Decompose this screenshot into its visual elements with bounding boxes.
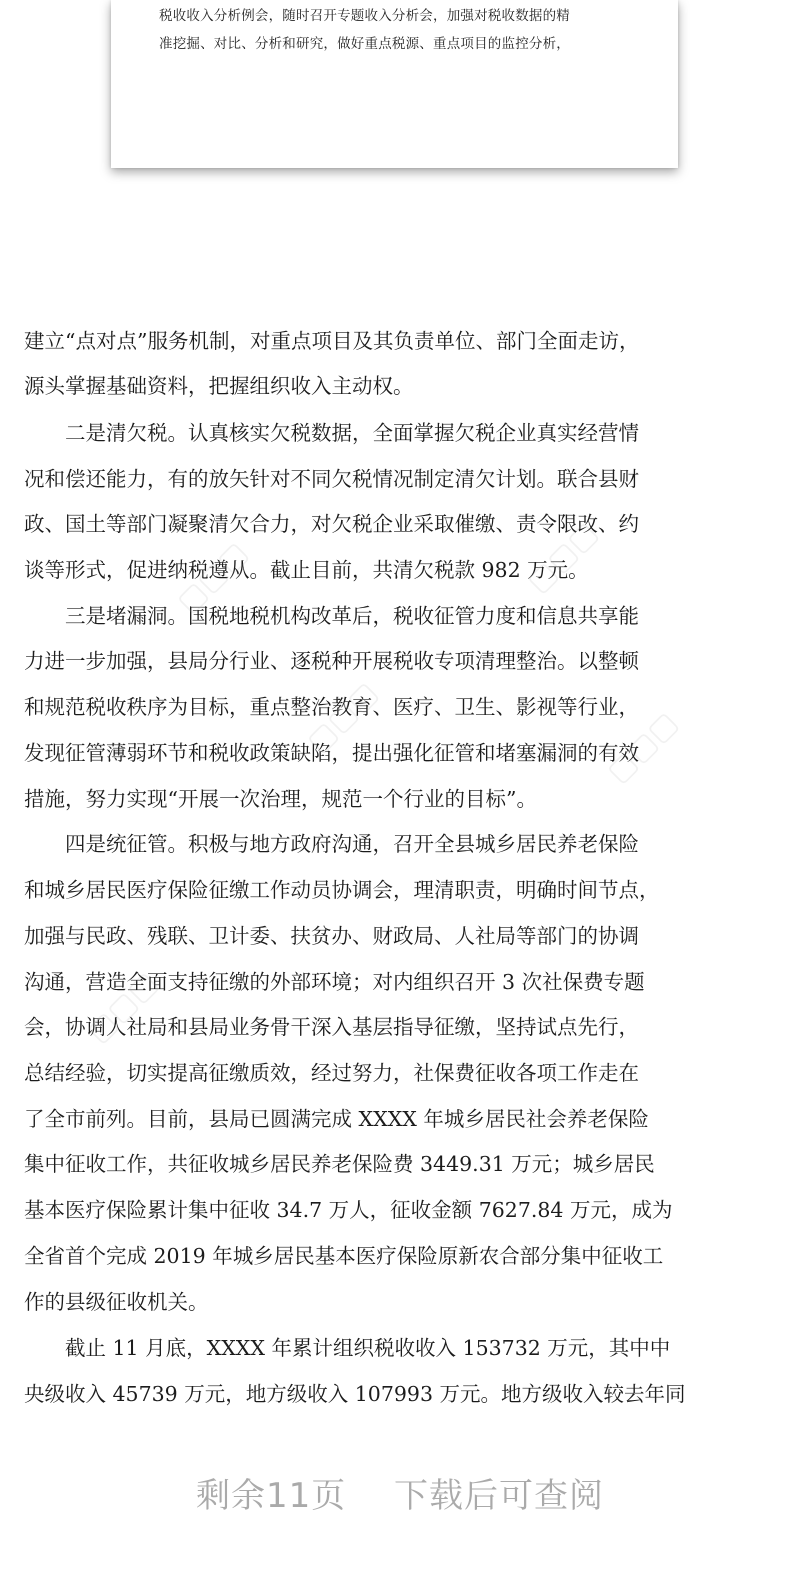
previous-page-card	[111, 0, 678, 168]
text-line: 和城乡居民医疗保险征缴工作动员协调会，理清职责，明确时间节点，	[24, 878, 660, 902]
download-to-view-label: 下载后可查阅	[394, 1476, 605, 1516]
text-line: 况和偿还能力，有的放矢针对不同欠税情况制定清欠计划。联合县财	[24, 467, 639, 491]
watermark-icon: ▢▢▢	[520, 515, 605, 600]
watermark-icon: ▢▢▢	[80, 965, 165, 1050]
download-prompt[interactable]	[0, 1468, 800, 1517]
text-line: 了全市前列。目前，县局已圆满完成 XXXX 年城乡居民社会养老保险	[24, 1107, 649, 1131]
watermark-icon: ▢▢▢	[600, 705, 685, 790]
text-line: 措施，努力实现“开展一次治理，规范一个行业的目标”。	[24, 787, 537, 811]
text-line: 总结经验，切实提高征缴质效，经过努力，社保费征收各项工作走在	[24, 1061, 639, 1085]
text-line: 会，协调人社局和县局业务骨干深入基层指导征缴，坚持试点先行，	[24, 1015, 639, 1039]
text-line: 全省首个完成 2019 年城乡居民基本医疗保险原新农合部分集中征收工	[24, 1244, 664, 1268]
text-line: 沟通，营造全面支持征缴的外部环境；对内组织召开 3 次社保费专题	[24, 970, 645, 994]
text-line: 集中征收工作，共征收城乡居民养老保险费 3449.31 万元；城乡居民	[24, 1152, 655, 1176]
text-line: 和规范税收秩序为目标，重点整治教育、医疗、卫生、影视等行业，	[24, 695, 639, 719]
text-line: 加强与民政、残联、卫计委、扶贫办、财政局、人社局等部门的协调	[24, 924, 639, 948]
text-line: 四是统征管。积极与地方政府沟通，召开全县城乡居民养老保险	[24, 832, 639, 856]
text-line: 央级收入 45739 万元，地方级收入 107993 万元。地方级收入较去年同	[24, 1382, 686, 1406]
watermark-icon: ▢▢▢	[300, 675, 385, 760]
text-line: 基本医疗保险累计集中征收 34.7 万人，征收金额 7627.84 万元，成为	[24, 1198, 673, 1222]
previous-page-line: 准挖掘、对比、分析和研究，做好重点税源、重点项目的监控分析，	[159, 36, 570, 52]
text-line: 二是清欠税。认真核实欠税数据，全面掌握欠税企业真实经营情	[24, 421, 639, 445]
text-line: 源头掌握基础资料，把握组织收入主动权。	[24, 374, 414, 398]
text-line: 截止 11 月底，XXXX 年累计组织税收收入 153732 万元，其中中	[24, 1336, 671, 1360]
text-line: 三是堵漏洞。国税地税机构改革后，税收征管力度和信息共享能	[24, 604, 639, 628]
watermark-icon: ▢▢▢	[170, 535, 255, 620]
text-line: 发现征管薄弱环节和税收政策缺陷，提出强化征管和堵塞漏洞的有效	[24, 741, 639, 765]
remaining-pages-label: 剩余11页	[195, 1476, 347, 1516]
text-line: 政、国土等部门凝聚清欠合力，对欠税企业采取催缴、责令限改、约	[24, 512, 639, 536]
previous-page-line: 税收收入分析例会，随时召开专题收入分析会，加强对税收数据的精	[159, 8, 570, 24]
text-line: 力进一步加强，县局分行业、逐税种开展税收专项清理整治。以整顿	[24, 649, 639, 673]
text-line: 作的县级征收机关。	[24, 1290, 209, 1314]
text-line: 谈等形式，促进纳税遵从。截止目前，共清欠税款 982 万元。	[24, 558, 589, 582]
text-line: 建立“点对点”服务机制，对重点项目及其负责单位、部门全面走访，	[24, 329, 640, 353]
